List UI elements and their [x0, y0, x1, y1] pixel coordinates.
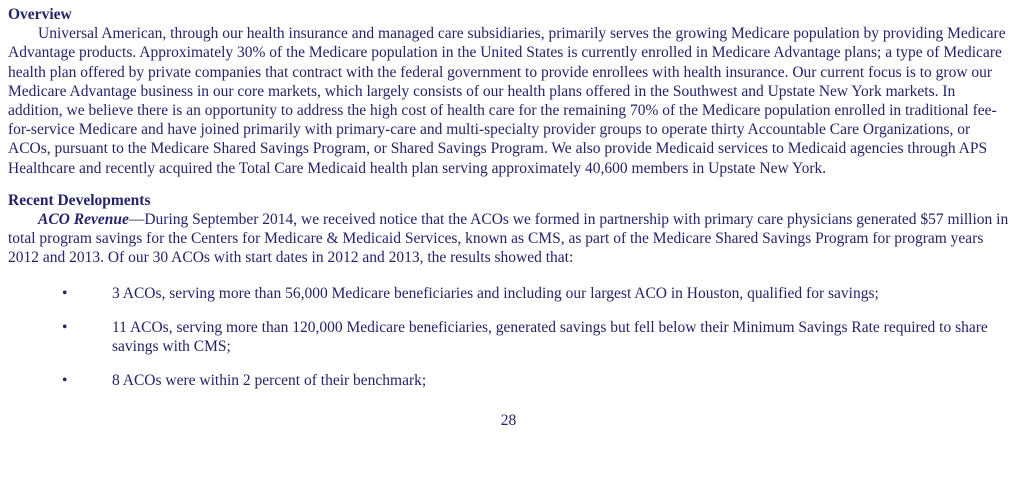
- bullet-item: [8, 284, 1009, 303]
- overview-paragraph: Universal American, through our health insurance and managed care subsidiaries, primarily serves the growing Medicare population by providing Medicare Advantage products. Approximately 30% of the Medicare population in the United States is currently enrolled in Medicare Advantage plans; a type of Medicare health plan offered by private companies that contract with the federal government to provide enrollees with health insurance. Our current focus is to grow our Medicare Advantage business in our core markets, which largely consists of our health plans offered in the Southwest and Upstate New York markets. In addition, we believe there is an opportunity to address the high cost of health care for the remaining 70% of the Medicare population enrolled in traditional fee- for-service Medicare and have joined primarily with primary-care and multi-specialty provider groups to operate thirty Accountable Care Organizations, or ACOs, pursuant to the Medicare Shared Savings Program, or Shared Savings Program. We also provide Medicaid services to Medicaid agencies through APS Healthcare and recently acquired the Total Care Medicaid health plan serving approximately 40,600 members in Upstate New York.: [8, 25, 1006, 177]
- bullet-icon: •: [62, 318, 68, 336]
- overview-heading: Overview: [8, 6, 72, 23]
- aco-revenue-paragraph: [8, 210, 1009, 268]
- aco-revenue-text: —During September 2014, we received notice that the ACOs we formed in partnership with primary care physicians generated $57 million in total program savings for the Centers for Medicare & Medicaid Services, known as CMS, as part of the Medicare Shared Savings Program for program years 2012 and 2013. Of our 30 ACOs with start dates in 2012 and 2013, the results showed that:: [8, 211, 1009, 267]
- bullet-icon: •: [62, 372, 68, 390]
- bullet-text: 8 ACOs were within 2 percent of their benchmark;: [112, 372, 427, 390]
- aco-revenue-lead: ACO Revenue: [38, 211, 129, 229]
- bullet-text: 11 ACOs, serving more than 120,000 Medicare beneficiaries, generated savings but fell below their Minimum Savings Rate required to share savings with CMS;: [112, 318, 988, 356]
- bullet-list: [8, 284, 1009, 391]
- page-number: 28: [500, 412, 517, 430]
- bullet-text: 3 ACOs, serving more than 56,000 Medicare beneficiaries and including our largest ACO in Houston, qualified for savings;: [112, 284, 879, 302]
- recent-developments-heading: Recent Developments: [8, 191, 151, 209]
- bullet-item: [8, 318, 1009, 356]
- bullet-item: [8, 371, 1009, 390]
- bullet-icon: •: [62, 284, 68, 302]
